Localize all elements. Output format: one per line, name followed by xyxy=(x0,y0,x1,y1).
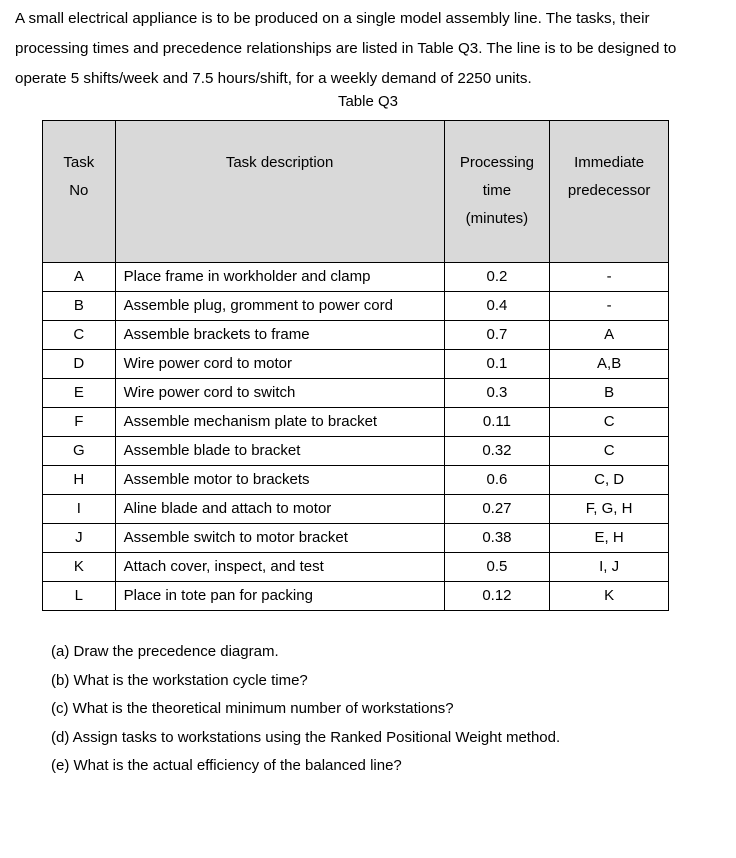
table-row xyxy=(43,263,669,292)
task-no-cell: B xyxy=(43,292,116,321)
task-description-cell: Wire power cord to switch xyxy=(115,379,444,408)
processing-time-cell: 0.5 xyxy=(444,553,550,582)
task-description-cell: Place in tote pan for packing xyxy=(115,582,444,611)
task-description-cell: Attach cover, inspect, and test xyxy=(115,553,444,582)
predecessor-cell: C, D xyxy=(550,466,669,495)
predecessor-cell: - xyxy=(550,292,669,321)
table-row xyxy=(43,408,669,437)
processing-time-cell: 0.3 xyxy=(444,379,550,408)
task-description-cell: Assemble blade to bracket xyxy=(115,437,444,466)
task-no-cell: L xyxy=(43,582,116,611)
task-no-cell: K xyxy=(43,553,116,582)
table-row xyxy=(43,350,669,379)
predecessor-cell: A,B xyxy=(550,350,669,379)
task-description-cell: Assemble switch to motor bracket xyxy=(115,524,444,553)
header-description: Task description xyxy=(115,121,444,263)
question-b: (b) What is the workstation cycle time? xyxy=(51,671,308,689)
processing-time-cell: 0.11 xyxy=(444,408,550,437)
task-description-cell: Place frame in workholder and clamp xyxy=(115,263,444,292)
question-e: (e) What is the actual efficiency of the balanced line? xyxy=(51,757,402,774)
table-row xyxy=(43,321,669,350)
processing-time-cell: 0.12 xyxy=(444,582,550,611)
table-row xyxy=(43,582,669,611)
question-d: (d) Assign tasks to workstations using the Ranked Positional Weight method. xyxy=(51,728,561,746)
task-description-cell: Assemble plug, gromment to power cord xyxy=(115,292,444,321)
question-list xyxy=(51,638,560,781)
task-description-cell: Wire power cord to motor xyxy=(115,350,444,379)
processing-time-cell: 0.4 xyxy=(444,292,550,321)
processing-time-cell: 0.1 xyxy=(444,350,550,379)
task-table xyxy=(42,120,669,611)
processing-time-cell: 0.6 xyxy=(444,466,550,495)
task-description-cell: Assemble motor to brackets xyxy=(115,466,444,495)
table-row xyxy=(43,553,669,582)
task-no-cell: F xyxy=(43,408,116,437)
task-no-cell: C xyxy=(43,321,116,350)
table-header-row xyxy=(43,121,669,263)
predecessor-cell: E, H xyxy=(550,524,669,553)
processing-time-cell: 0.32 xyxy=(444,437,550,466)
processing-time-cell: 0.38 xyxy=(444,524,550,553)
task-no-cell: G xyxy=(43,437,116,466)
question-c: (c) What is the theoretical minimum number of workstations? xyxy=(51,700,454,717)
predecessor-cell: - xyxy=(550,263,669,292)
table-row xyxy=(43,495,669,524)
predecessor-cell: C xyxy=(550,408,669,437)
task-description-cell: Assemble brackets to frame xyxy=(115,321,444,350)
processing-time-cell: 0.27 xyxy=(444,495,550,524)
task-no-cell: J xyxy=(43,524,116,553)
task-no-cell: D xyxy=(43,350,116,379)
header-processing-time: Processing time (minutes) xyxy=(444,121,550,263)
table-caption: Table Q3 xyxy=(337,93,399,110)
table-row xyxy=(43,466,669,495)
table-row xyxy=(43,437,669,466)
header-predecessor: Immediate predecessor xyxy=(550,121,669,263)
question-a: (a) Draw the precedence diagram. xyxy=(51,643,279,660)
predecessor-cell: B xyxy=(550,379,669,408)
processing-time-cell: 0.2 xyxy=(444,263,550,292)
header-task-no: Task No xyxy=(43,121,116,263)
predecessor-cell: A xyxy=(550,321,669,350)
problem-statement: A small electrical appliance is to be produced on a single model assembly line. The tasks, their processing times and precedence relationships are listed in Table Q3. The line is to be designed to operate 5 shifts/week and 7.5 hours/shift, for a weekly demand of 2250 units. xyxy=(15,10,677,87)
task-no-cell: I xyxy=(43,495,116,524)
predecessor-cell: C xyxy=(550,437,669,466)
predecessor-cell: I, J xyxy=(550,553,669,582)
table-row xyxy=(43,379,669,408)
predecessor-cell: K xyxy=(550,582,669,611)
task-no-cell: A xyxy=(43,263,116,292)
table-row xyxy=(43,292,669,321)
predecessor-cell: F, G, H xyxy=(550,495,669,524)
table-row xyxy=(43,524,669,553)
processing-time-cell: 0.7 xyxy=(444,321,550,350)
task-no-cell: H xyxy=(43,466,116,495)
task-description-cell: Assemble mechanism plate to bracket xyxy=(115,408,444,437)
task-description-cell: Aline blade and attach to motor xyxy=(115,495,444,524)
task-no-cell: E xyxy=(43,379,116,408)
